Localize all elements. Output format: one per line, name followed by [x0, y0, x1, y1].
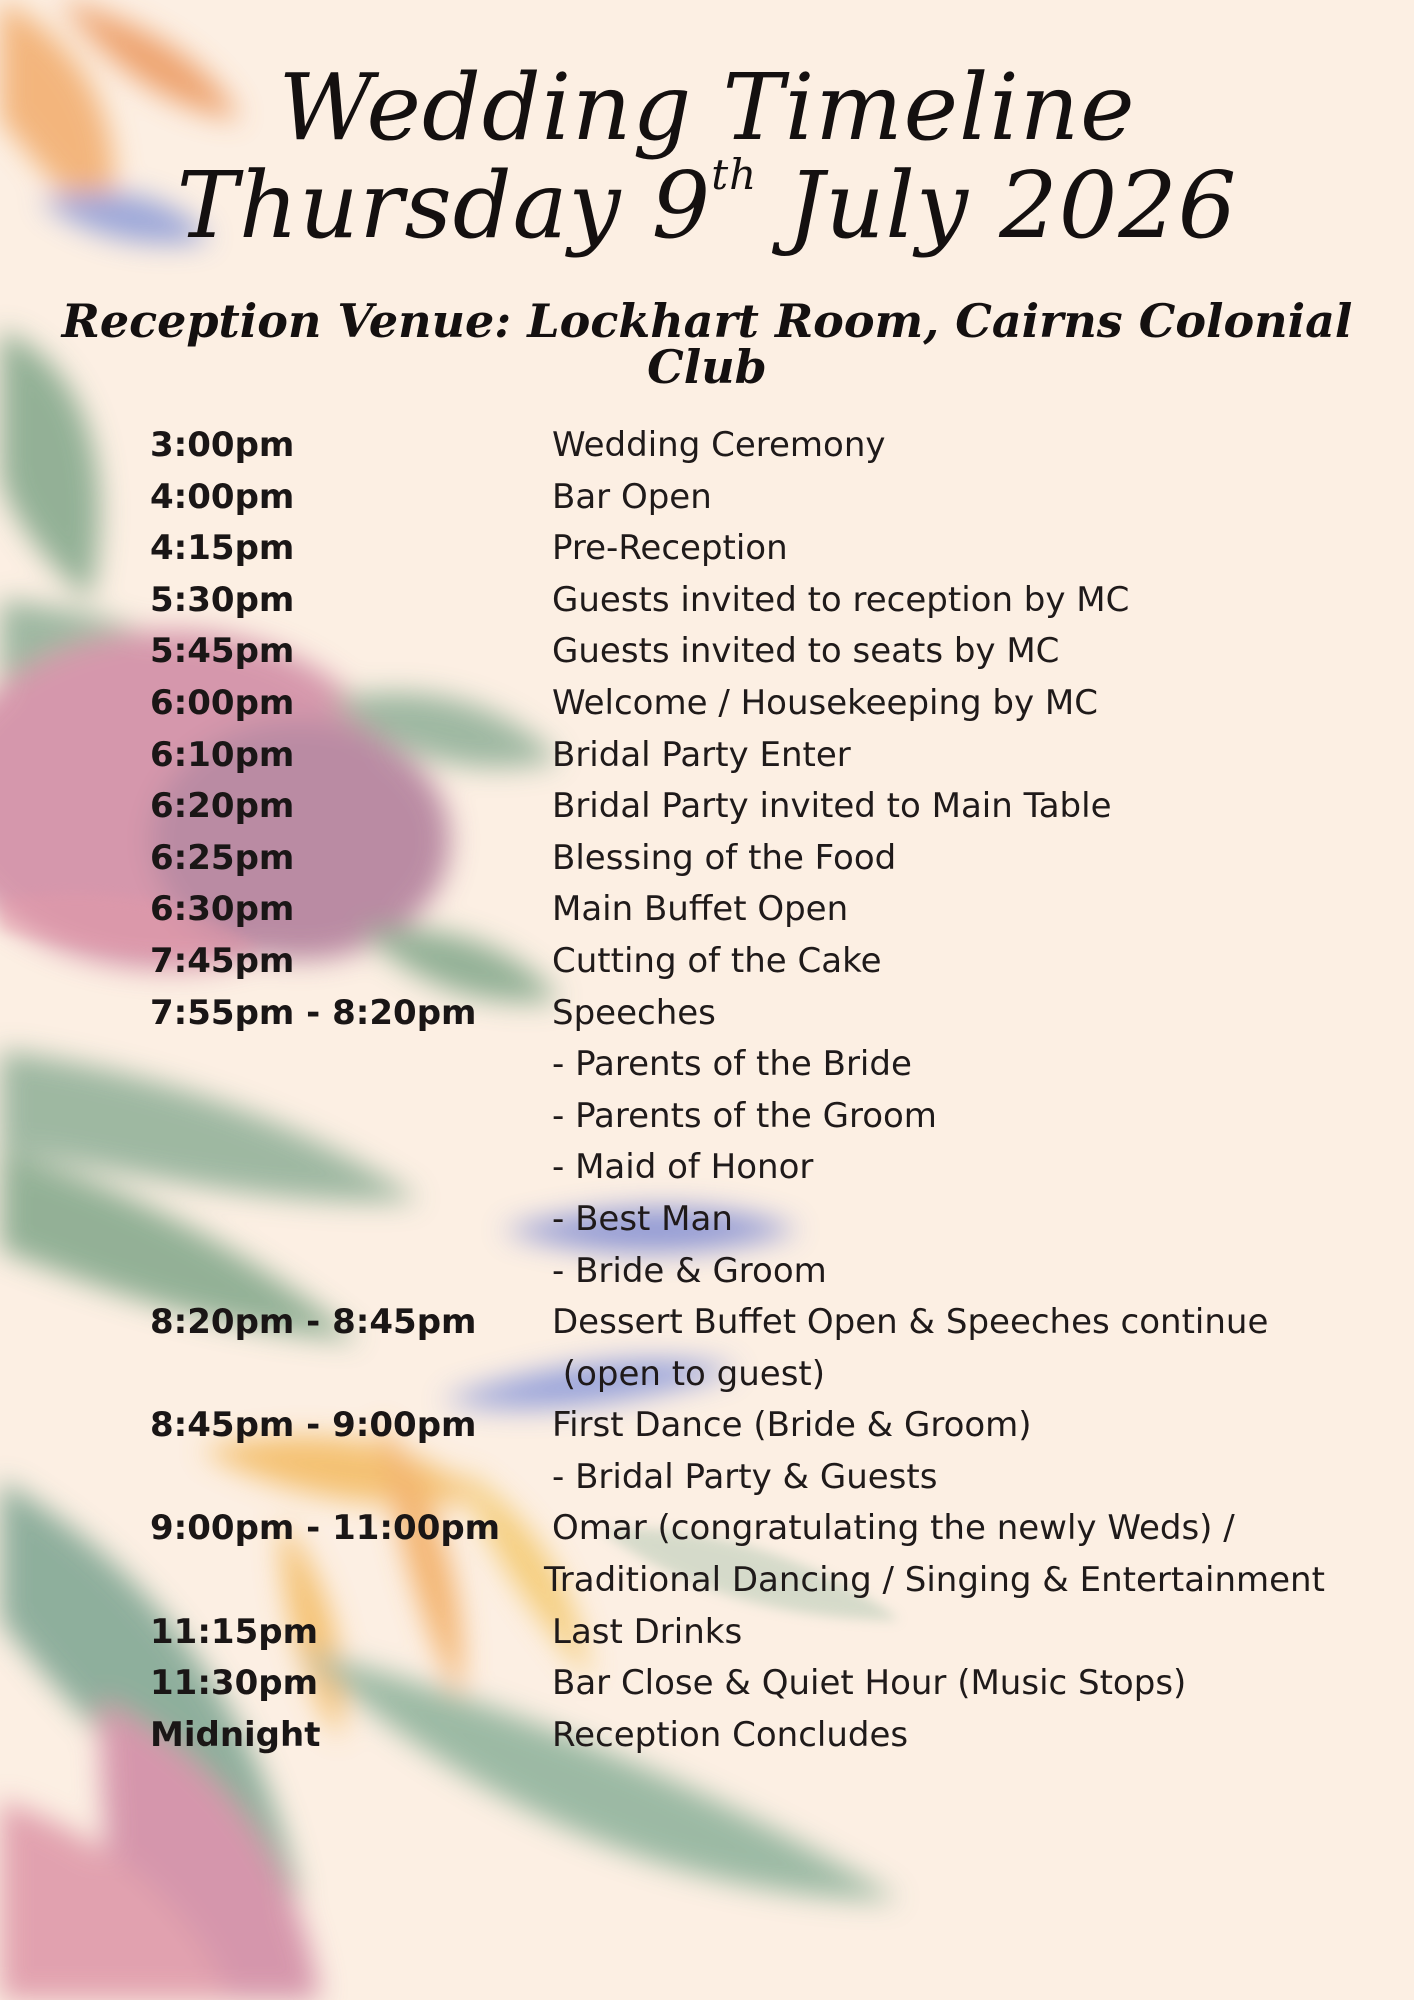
schedule-row: [150, 1246, 1400, 1298]
schedule-event: Bar Open: [552, 476, 712, 517]
schedule-event: (open to guest): [552, 1353, 826, 1394]
schedule-row: [150, 936, 1400, 988]
schedule-row: [150, 1607, 1400, 1659]
date-day: Thursday 9: [176, 152, 712, 259]
schedule-event: Welcome / Housekeeping by MC: [552, 682, 1099, 723]
schedule-row: [150, 730, 1400, 782]
schedule-time: 8:45pm - 9:00pm: [150, 1405, 477, 1446]
schedule-time: 8:20pm - 8:45pm: [150, 1302, 477, 1343]
schedule-event: Reception Concludes: [552, 1714, 909, 1755]
schedule-row: [150, 1297, 1400, 1349]
schedule-row: [150, 1091, 1400, 1143]
page-title: Wedding Timeline: [278, 54, 1136, 161]
schedule-row: [150, 1400, 1400, 1452]
schedule-event: Omar (congratulating the newly Weds) /: [552, 1508, 1235, 1549]
schedule-event: Main Buffet Open: [552, 889, 849, 930]
schedule-row: [150, 575, 1400, 627]
schedule-event: - Maid of Honor: [552, 1147, 814, 1188]
event-date: [0, 150, 1414, 259]
schedule-row: [150, 1503, 1400, 1555]
schedule-time: 6:00pm: [150, 682, 295, 723]
reception-venue: Reception Venue: Lockhart Room, Cairns Colonial Club: [61, 294, 1353, 394]
schedule-event: Guests invited to seats by MC: [552, 631, 1060, 672]
schedule-event: Wedding Ceremony: [552, 425, 886, 465]
schedule-time: 11:15pm: [150, 1611, 318, 1652]
schedule-time: 6:20pm: [150, 786, 295, 827]
schedule-row: [150, 472, 1400, 524]
date-month-year: July 2026: [787, 152, 1238, 259]
schedule-time: 4:15pm: [150, 528, 295, 569]
schedule-row: [150, 884, 1400, 936]
schedule-event: Pre-Reception: [552, 528, 788, 569]
schedule-row: [150, 833, 1400, 885]
schedule-row: [150, 1658, 1400, 1710]
schedule-time: 5:45pm: [150, 631, 295, 672]
schedule-row: [150, 1555, 1400, 1607]
schedule-event: Speeches: [552, 992, 716, 1033]
schedule-row: [150, 1710, 1400, 1762]
schedule-event: Last Drinks: [552, 1611, 743, 1652]
schedule-event: First Dance (Bride & Groom): [552, 1405, 1032, 1446]
schedule-time: 7:55pm - 8:20pm: [150, 992, 477, 1033]
schedule-list: [150, 420, 1400, 1761]
schedule-time: 7:45pm: [150, 940, 295, 981]
schedule-row: [150, 781, 1400, 833]
schedule-row: [150, 626, 1400, 678]
schedule-event: - Parents of the Groom: [552, 1095, 937, 1136]
schedule-row: [150, 420, 1400, 472]
schedule-row: [150, 1194, 1400, 1246]
schedule-row: [150, 523, 1400, 575]
schedule-event: - Bride & Groom: [552, 1250, 827, 1291]
schedule-row: [150, 988, 1400, 1040]
schedule-event: Traditional Dancing / Singing & Entertainment: [544, 1560, 1325, 1601]
schedule-row: [150, 1452, 1400, 1504]
schedule-time: 11:30pm: [150, 1663, 318, 1704]
schedule-event: Bridal Party Enter: [552, 734, 851, 775]
schedule-row: [150, 1039, 1400, 1091]
schedule-time: 6:30pm: [150, 889, 295, 930]
schedule-row: [150, 1349, 1400, 1401]
schedule-time: 3:00pm: [150, 425, 295, 465]
schedule-time: 5:30pm: [150, 579, 295, 620]
schedule-event: Cutting of the Cake: [552, 940, 882, 981]
schedule-time: 6:25pm: [150, 837, 295, 878]
schedule-event: Blessing of the Food: [552, 837, 897, 878]
schedule-row: [150, 1142, 1400, 1194]
schedule-event: Bridal Party invited to Main Table: [552, 786, 1112, 827]
date-suffix: th: [711, 150, 758, 199]
schedule-event: - Bridal Party & Guests: [552, 1456, 938, 1497]
schedule-event: - Parents of the Bride: [552, 1044, 912, 1085]
schedule-time: Midnight: [150, 1714, 321, 1755]
schedule-time: 6:10pm: [150, 734, 295, 775]
schedule-event: Bar Close & Quiet Hour (Music Stops): [552, 1663, 1187, 1704]
schedule-event: Dessert Buffet Open & Speeches continue: [552, 1302, 1269, 1343]
schedule-event: - Best Man: [552, 1198, 733, 1239]
schedule-time: 4:00pm: [150, 476, 295, 517]
schedule-event: Guests invited to reception by MC: [552, 579, 1130, 620]
schedule-row: [150, 678, 1400, 730]
schedule-time: 9:00pm - 11:00pm: [150, 1508, 501, 1549]
